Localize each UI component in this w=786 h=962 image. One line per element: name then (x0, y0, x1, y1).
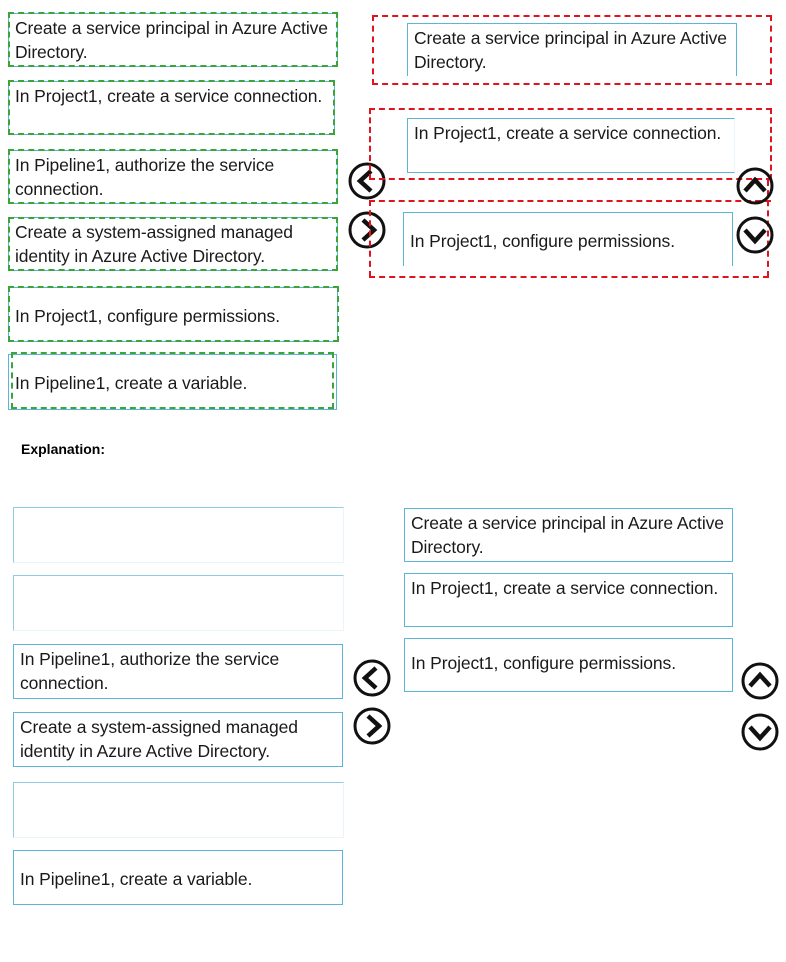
chevron-right-circle-icon (352, 706, 392, 746)
chevron-right-circle-icon (347, 210, 387, 250)
explanation-heading: Explanation: (21, 441, 106, 457)
action-label: In Pipeline1, authorize the service connection. (15, 155, 275, 199)
answer-item[interactable] (407, 23, 737, 76)
action-item[interactable] (8, 354, 337, 410)
action-label: In Pipeline1, authorize the service connection. (20, 649, 280, 693)
action-label: Create a service principal in Azure Active Directory. (15, 18, 328, 62)
chevron-left-circle-icon (347, 161, 387, 201)
move-left-button[interactable] (352, 658, 392, 698)
move-down-button[interactable] (740, 712, 780, 752)
chevron-up-circle-icon (735, 166, 775, 206)
chevron-left-circle-icon (352, 658, 392, 698)
answer-item[interactable] (407, 118, 735, 173)
answer-item[interactable] (403, 212, 733, 266)
highlight-target (369, 276, 769, 278)
answer-item[interactable] (404, 638, 733, 692)
chevron-down-circle-icon (735, 215, 775, 255)
move-up-button[interactable] (735, 166, 775, 206)
action-label: In Project1, configure permissions. (15, 305, 280, 326)
action-label: In Pipeline1, create a variable. (20, 868, 253, 889)
action-item[interactable] (8, 150, 338, 204)
action-label: In Pipeline1, create a variable. (15, 373, 248, 393)
action-item[interactable] (8, 217, 338, 271)
chevron-down-circle-icon (740, 712, 780, 752)
action-slot-empty[interactable] (13, 507, 344, 563)
answer-label: In Project1, configure permissions. (411, 653, 676, 673)
answer-item[interactable] (404, 508, 733, 562)
action-item[interactable] (13, 712, 343, 767)
answer-label: Create a service principal in Azure Active Directory. (414, 28, 727, 72)
answer-label: In Project1, create a service connection. (414, 123, 722, 143)
action-slot-empty[interactable] (13, 575, 344, 631)
move-right-button[interactable] (352, 706, 392, 746)
action-item[interactable] (13, 644, 343, 699)
highlight-target (369, 200, 771, 202)
action-slot-empty[interactable] (13, 782, 344, 838)
move-left-button[interactable] (347, 161, 387, 201)
answer-label: In Project1, configure permissions. (410, 230, 675, 251)
move-down-button[interactable] (735, 215, 775, 255)
answer-item[interactable] (404, 573, 733, 627)
chevron-up-circle-icon (740, 661, 780, 701)
move-right-button[interactable] (347, 210, 387, 250)
action-label: In Project1, create a service connection. (15, 86, 323, 106)
answer-label: Create a service principal in Azure Active Directory. (411, 513, 724, 557)
action-item[interactable] (13, 850, 343, 905)
action-item[interactable] (8, 287, 338, 342)
action-item[interactable] (8, 13, 338, 67)
action-item[interactable] (8, 81, 335, 135)
answer-label: In Project1, create a service connection. (411, 578, 719, 598)
action-label: Create a system-assigned managed identity in Azure Active Directory. (20, 717, 298, 761)
move-up-button[interactable] (740, 661, 780, 701)
action-label: Create a system-assigned managed identity in Azure Active Directory. (15, 222, 293, 266)
